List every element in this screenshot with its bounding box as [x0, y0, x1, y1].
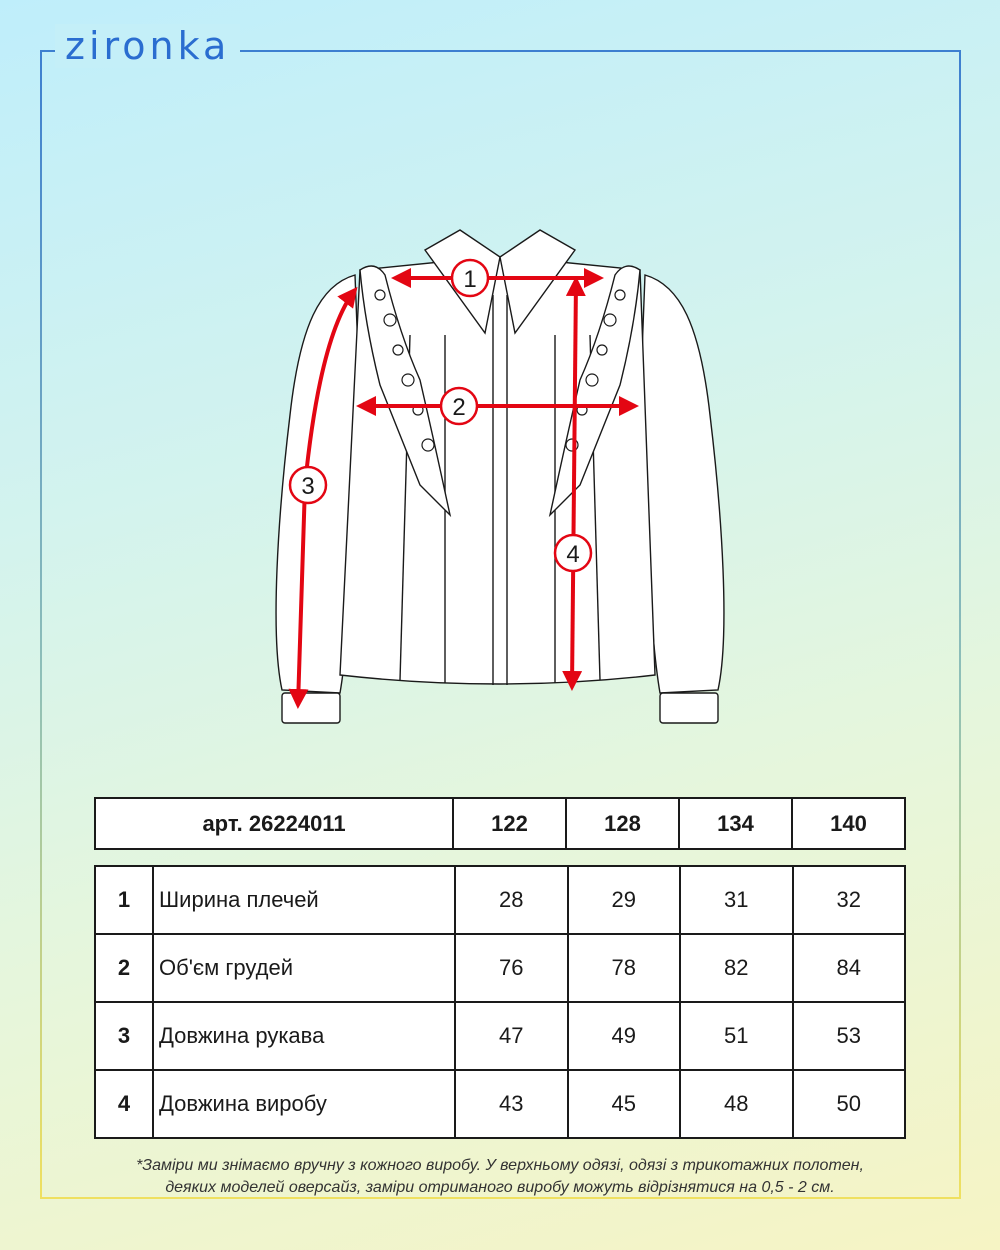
- size-134: 134: [679, 798, 792, 849]
- cell-value: 28: [455, 866, 568, 934]
- article-number: арт. 26224011: [95, 798, 453, 849]
- cell-value: 76: [455, 934, 568, 1002]
- cell-value: 43: [455, 1070, 568, 1138]
- footnote-line-2: деяких моделей оверсайз, заміри отриманого виробу можуть відрізнятися на 0,5 - 2 см.: [165, 1179, 835, 1196]
- size-128: 128: [566, 798, 679, 849]
- marker-1: [452, 260, 488, 296]
- cell-value: 29: [568, 866, 681, 934]
- marker-4-label: 4: [566, 541, 580, 568]
- table-row: [95, 934, 905, 1002]
- row-label: Довжина виробу: [153, 1070, 455, 1138]
- row-label: Об'єм грудей: [153, 934, 455, 1002]
- cell-value: 53: [793, 1002, 906, 1070]
- cell-value: 31: [680, 866, 793, 934]
- row-number: 4: [95, 1070, 153, 1138]
- table-row: [95, 1070, 905, 1138]
- cell-value: 50: [793, 1070, 906, 1138]
- cell-value: 84: [793, 934, 906, 1002]
- row-number: 2: [95, 934, 153, 1002]
- marker-2-label: 2: [452, 394, 466, 421]
- row-number: 3: [95, 1002, 153, 1070]
- marker-3: [290, 467, 326, 503]
- cell-value: 48: [680, 1070, 793, 1138]
- row-label: Довжина рукава: [153, 1002, 455, 1070]
- brand-logo: zironka: [55, 24, 240, 68]
- cell-value: 51: [680, 1002, 793, 1070]
- cell-value: 32: [793, 866, 906, 934]
- marker-2: [441, 388, 477, 424]
- blouse-measurement-diagram: [260, 215, 740, 735]
- measurements-table: [94, 865, 906, 1139]
- cell-value: 82: [680, 934, 793, 1002]
- footnote-line-1: *Заміри ми знімаємо вручну з кожного виробу. У верхньому одязі, одязі з трикотажних полотен,: [136, 1157, 864, 1174]
- table-row: [95, 866, 905, 934]
- cell-value: 45: [568, 1070, 681, 1138]
- cell-value: 49: [568, 1002, 681, 1070]
- measurement-footnote: [60, 1155, 940, 1199]
- size-140: 140: [792, 798, 905, 849]
- cell-value: 78: [568, 934, 681, 1002]
- row-number: 1: [95, 866, 153, 934]
- table-row: [95, 1002, 905, 1070]
- size-header-table: [94, 797, 906, 850]
- marker-1-label: 1: [463, 266, 477, 293]
- blouse-outline: [276, 230, 724, 723]
- cell-value: 47: [455, 1002, 568, 1070]
- marker-3-label: 3: [301, 473, 315, 500]
- row-label: Ширина плечей: [153, 866, 455, 934]
- marker-4: [555, 535, 591, 571]
- size-122: 122: [453, 798, 566, 849]
